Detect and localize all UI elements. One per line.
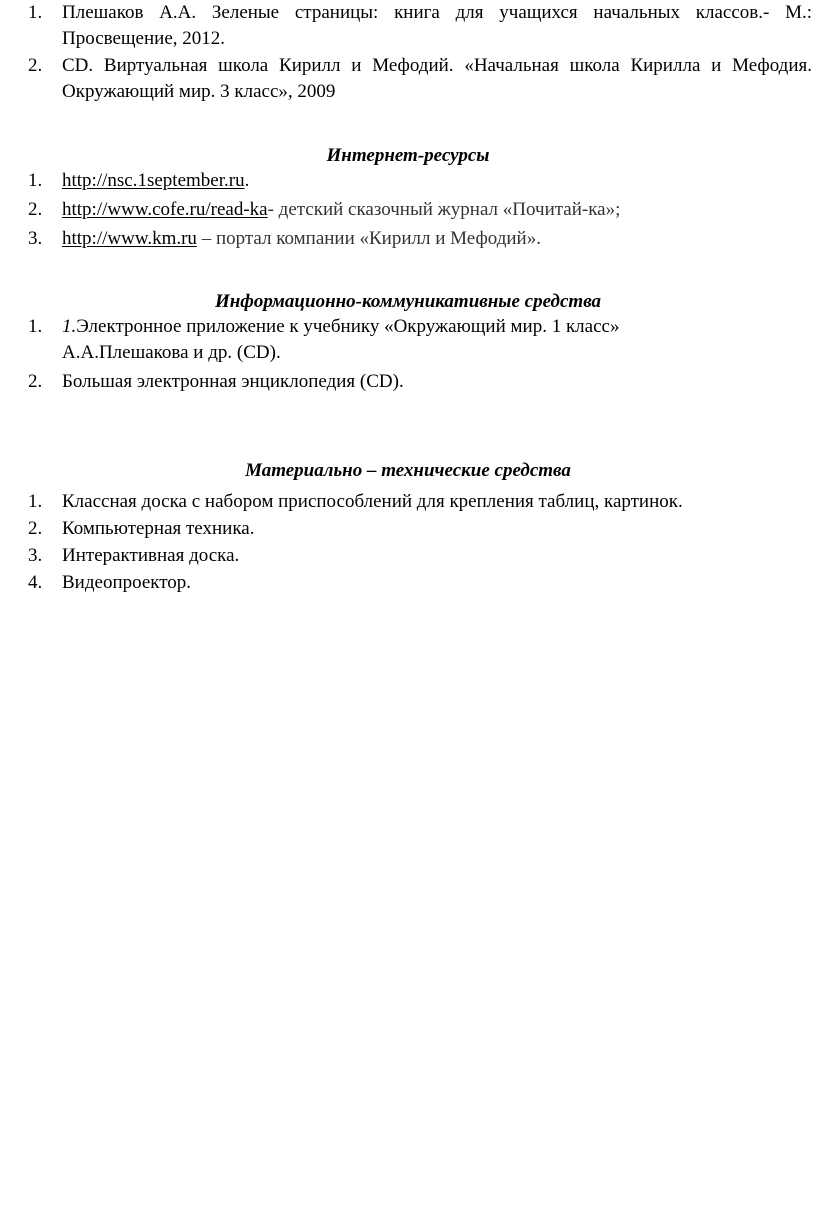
list-number: 2. xyxy=(28,518,43,539)
reference-text: Плешаков А.А. Зеленые страницы: книга для учащихся начальных классов.- М.: Просвещение, 2012. xyxy=(62,2,812,49)
resource-link[interactable]: http://www.cofe.ru/read-ka xyxy=(62,199,268,220)
ict-heading: Информационно-коммуникативные средства xyxy=(214,291,602,312)
resource-link[interactable]: http://www.km.ru xyxy=(62,228,197,249)
literature-list xyxy=(0,0,816,106)
item-text: Видеопроектор. xyxy=(62,572,192,593)
reference-text: CD. Виртуальная школа Кирилл и Мефодий. «Начальная школа Кирилла и Мефодия. Окружающий мир. 3 класс», 2009 xyxy=(62,55,812,102)
list-item xyxy=(0,570,816,597)
item-text: Компьютерная техника. xyxy=(62,518,255,539)
list-number: 3. xyxy=(28,228,43,249)
resource-description: – портал компании «Кирилл и Мефодий». xyxy=(196,228,541,249)
list-item xyxy=(0,197,816,226)
list-number: 1. xyxy=(28,316,43,337)
list-item xyxy=(0,369,816,395)
item-prefix: 1. xyxy=(62,316,77,337)
list-number: 2. xyxy=(28,199,43,220)
internet-resources-list xyxy=(0,168,816,255)
item-text: Классная доска с набором приспособлений для крепления таблиц, картинок. xyxy=(62,491,683,512)
list-item xyxy=(0,543,816,570)
internet-resources-heading: Интернет-ресурсы xyxy=(326,145,490,166)
list-item xyxy=(0,168,816,197)
list-number: 4. xyxy=(28,572,43,593)
item-text: Большая электронная энциклопедия (CD). xyxy=(62,371,404,392)
item-text: Интерактивная доска. xyxy=(62,545,240,566)
list-item xyxy=(0,0,816,52)
list-number: 1. xyxy=(28,491,43,512)
list-item xyxy=(0,489,816,516)
material-list xyxy=(0,489,816,597)
list-item xyxy=(0,516,816,543)
list-item xyxy=(0,226,816,255)
list-number: 1. xyxy=(28,2,43,23)
item-text: Электронное приложение к учебнику «Окружающий мир. 1 класс» А.А.Плешакова и др. (CD). xyxy=(62,316,620,363)
material-heading: Материально – технические средства xyxy=(245,460,571,481)
list-item xyxy=(0,314,816,366)
list-number: 1. xyxy=(28,170,43,191)
list-item xyxy=(0,53,816,105)
ict-list xyxy=(0,314,816,398)
resource-link[interactable]: http://nsc.1september.ru xyxy=(62,170,245,191)
resource-description: - детский сказочный журнал «Почитай-ка»; xyxy=(267,199,621,220)
list-number: 2. xyxy=(28,55,43,76)
resource-description: . xyxy=(244,170,250,191)
list-number: 2. xyxy=(28,371,43,392)
list-number: 3. xyxy=(28,545,43,566)
